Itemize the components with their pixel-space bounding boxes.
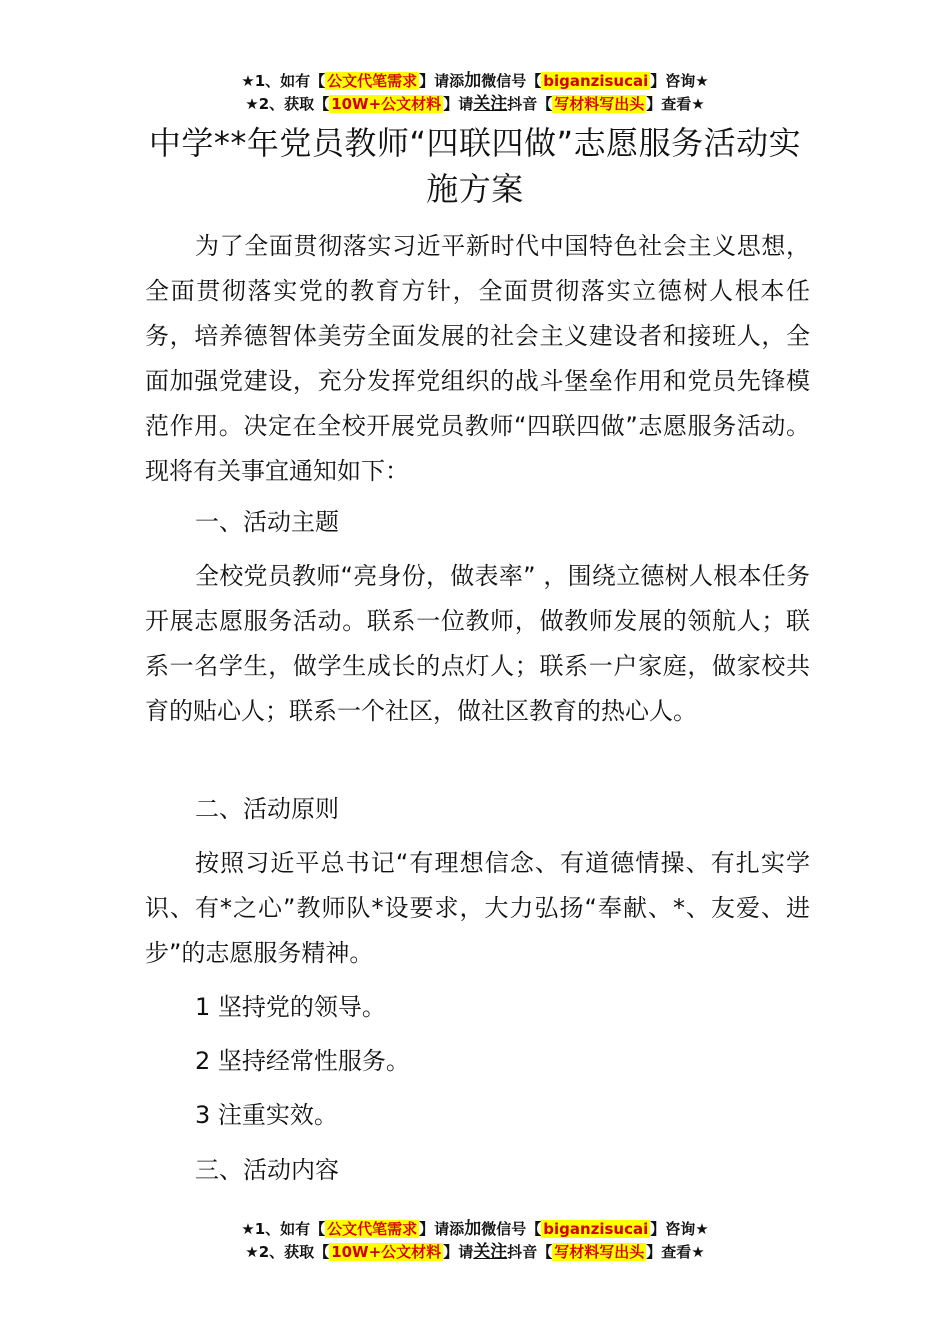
section-heading: 一、活动主题 [195, 508, 339, 536]
promo-highlight: 公文代笔需求 [327, 1220, 418, 1238]
promo-highlight-douyin: 写材料写出头 [554, 1243, 645, 1261]
section-3 [145, 1148, 810, 1193]
promo-text: ★1、如有【 [241, 72, 326, 90]
promo-text: ★2、获取【 [245, 95, 330, 113]
promo-banner-bottom [0, 1218, 950, 1264]
promo-highlight-wechat: biganzisucai [543, 72, 649, 90]
section-paragraph: 按照习近平总书记“有理想信念、有道德情操、有扎实学识、有*之心”教师队*设要求，大力弘扬“奉献、*、友爱、进步”的志愿服务精神。 [145, 849, 810, 967]
promo-text: 】咨询★ [650, 72, 709, 90]
promo-highlight: 公文代笔需求 [327, 72, 418, 90]
intro-paragraph: 为了全面贯彻落实习近平新时代中国特色社会主义思想，全面贯彻落实党的教育方针，全面贯彻落实立德树人根本任务，培养德智体美劳全面发展的社会主义建设者和接班人，全面加强党建设，充分发挥党组织的战斗堡垒作用和党员先锋模范作用。决定在全校开展党员教师“四联四做”志愿服务活动。现将有关事宜通知如下： [145, 232, 810, 485]
promo-line-1 [0, 1218, 950, 1241]
principle-item-1 [145, 985, 810, 1030]
promo-banner-top [0, 70, 950, 116]
promo-highlight: 10W+公文材料 [331, 95, 442, 113]
promo-text: 加 [464, 71, 482, 91]
promo-text: 】查看★ [646, 95, 705, 113]
promo-highlight: 10W+公文材料 [331, 1243, 442, 1261]
section-heading: 三、活动内容 [195, 1156, 339, 1184]
promo-line-2 [0, 1241, 950, 1264]
promo-text: 】请 [443, 1243, 474, 1261]
promo-line-1 [0, 70, 950, 93]
promo-text: 加 [464, 1219, 482, 1239]
promo-text: 抖音【 [507, 95, 553, 113]
list-item: 1 坚持党的领导。 [195, 993, 386, 1021]
document-body [145, 224, 810, 494]
promo-text: 】咨询★ [650, 1220, 709, 1238]
section-2-body [145, 841, 810, 976]
promo-text: 微信号【 [481, 72, 542, 90]
promo-highlight-wechat: biganzisucai [543, 1220, 649, 1238]
section-paragraph: 全校党员教师“亮身份，做表率” ，围绕立德树人根本任务开展志愿服务活动。联系一位教师，做教师发展的领航人；联系一名学生，做学生成长的点灯人；联系一户家庭，做家校共育的贴心人；联系一个社区，做社区教育的热心人。 [145, 562, 810, 725]
section-1-body [145, 554, 810, 734]
promo-highlight-douyin: 写材料写出头 [554, 95, 645, 113]
document-title: 中学**年党员教师“四联四做”志愿服务活动实施方案 [148, 124, 802, 208]
promo-text: 关注 [473, 94, 508, 114]
promo-text: 】请 [443, 95, 474, 113]
promo-text: 】请添 [419, 72, 465, 90]
promo-text: 】查看★ [646, 1243, 705, 1261]
section-1 [145, 500, 810, 545]
promo-text: 抖音【 [507, 1243, 553, 1261]
promo-text: 】请添 [419, 1220, 465, 1238]
principle-item-2 [145, 1039, 810, 1084]
section-heading: 二、活动原则 [195, 795, 339, 823]
principle-item-3 [145, 1093, 810, 1138]
promo-text: ★2、获取【 [245, 1243, 330, 1261]
list-item: 2 坚持经常性服务。 [195, 1047, 410, 1075]
promo-text: 关注 [473, 1242, 508, 1262]
promo-line-2 [0, 93, 950, 116]
section-2 [145, 787, 810, 832]
list-item: 3 注重实效。 [195, 1101, 338, 1129]
promo-text: ★1、如有【 [241, 1220, 326, 1238]
promo-text: 微信号【 [481, 1220, 542, 1238]
